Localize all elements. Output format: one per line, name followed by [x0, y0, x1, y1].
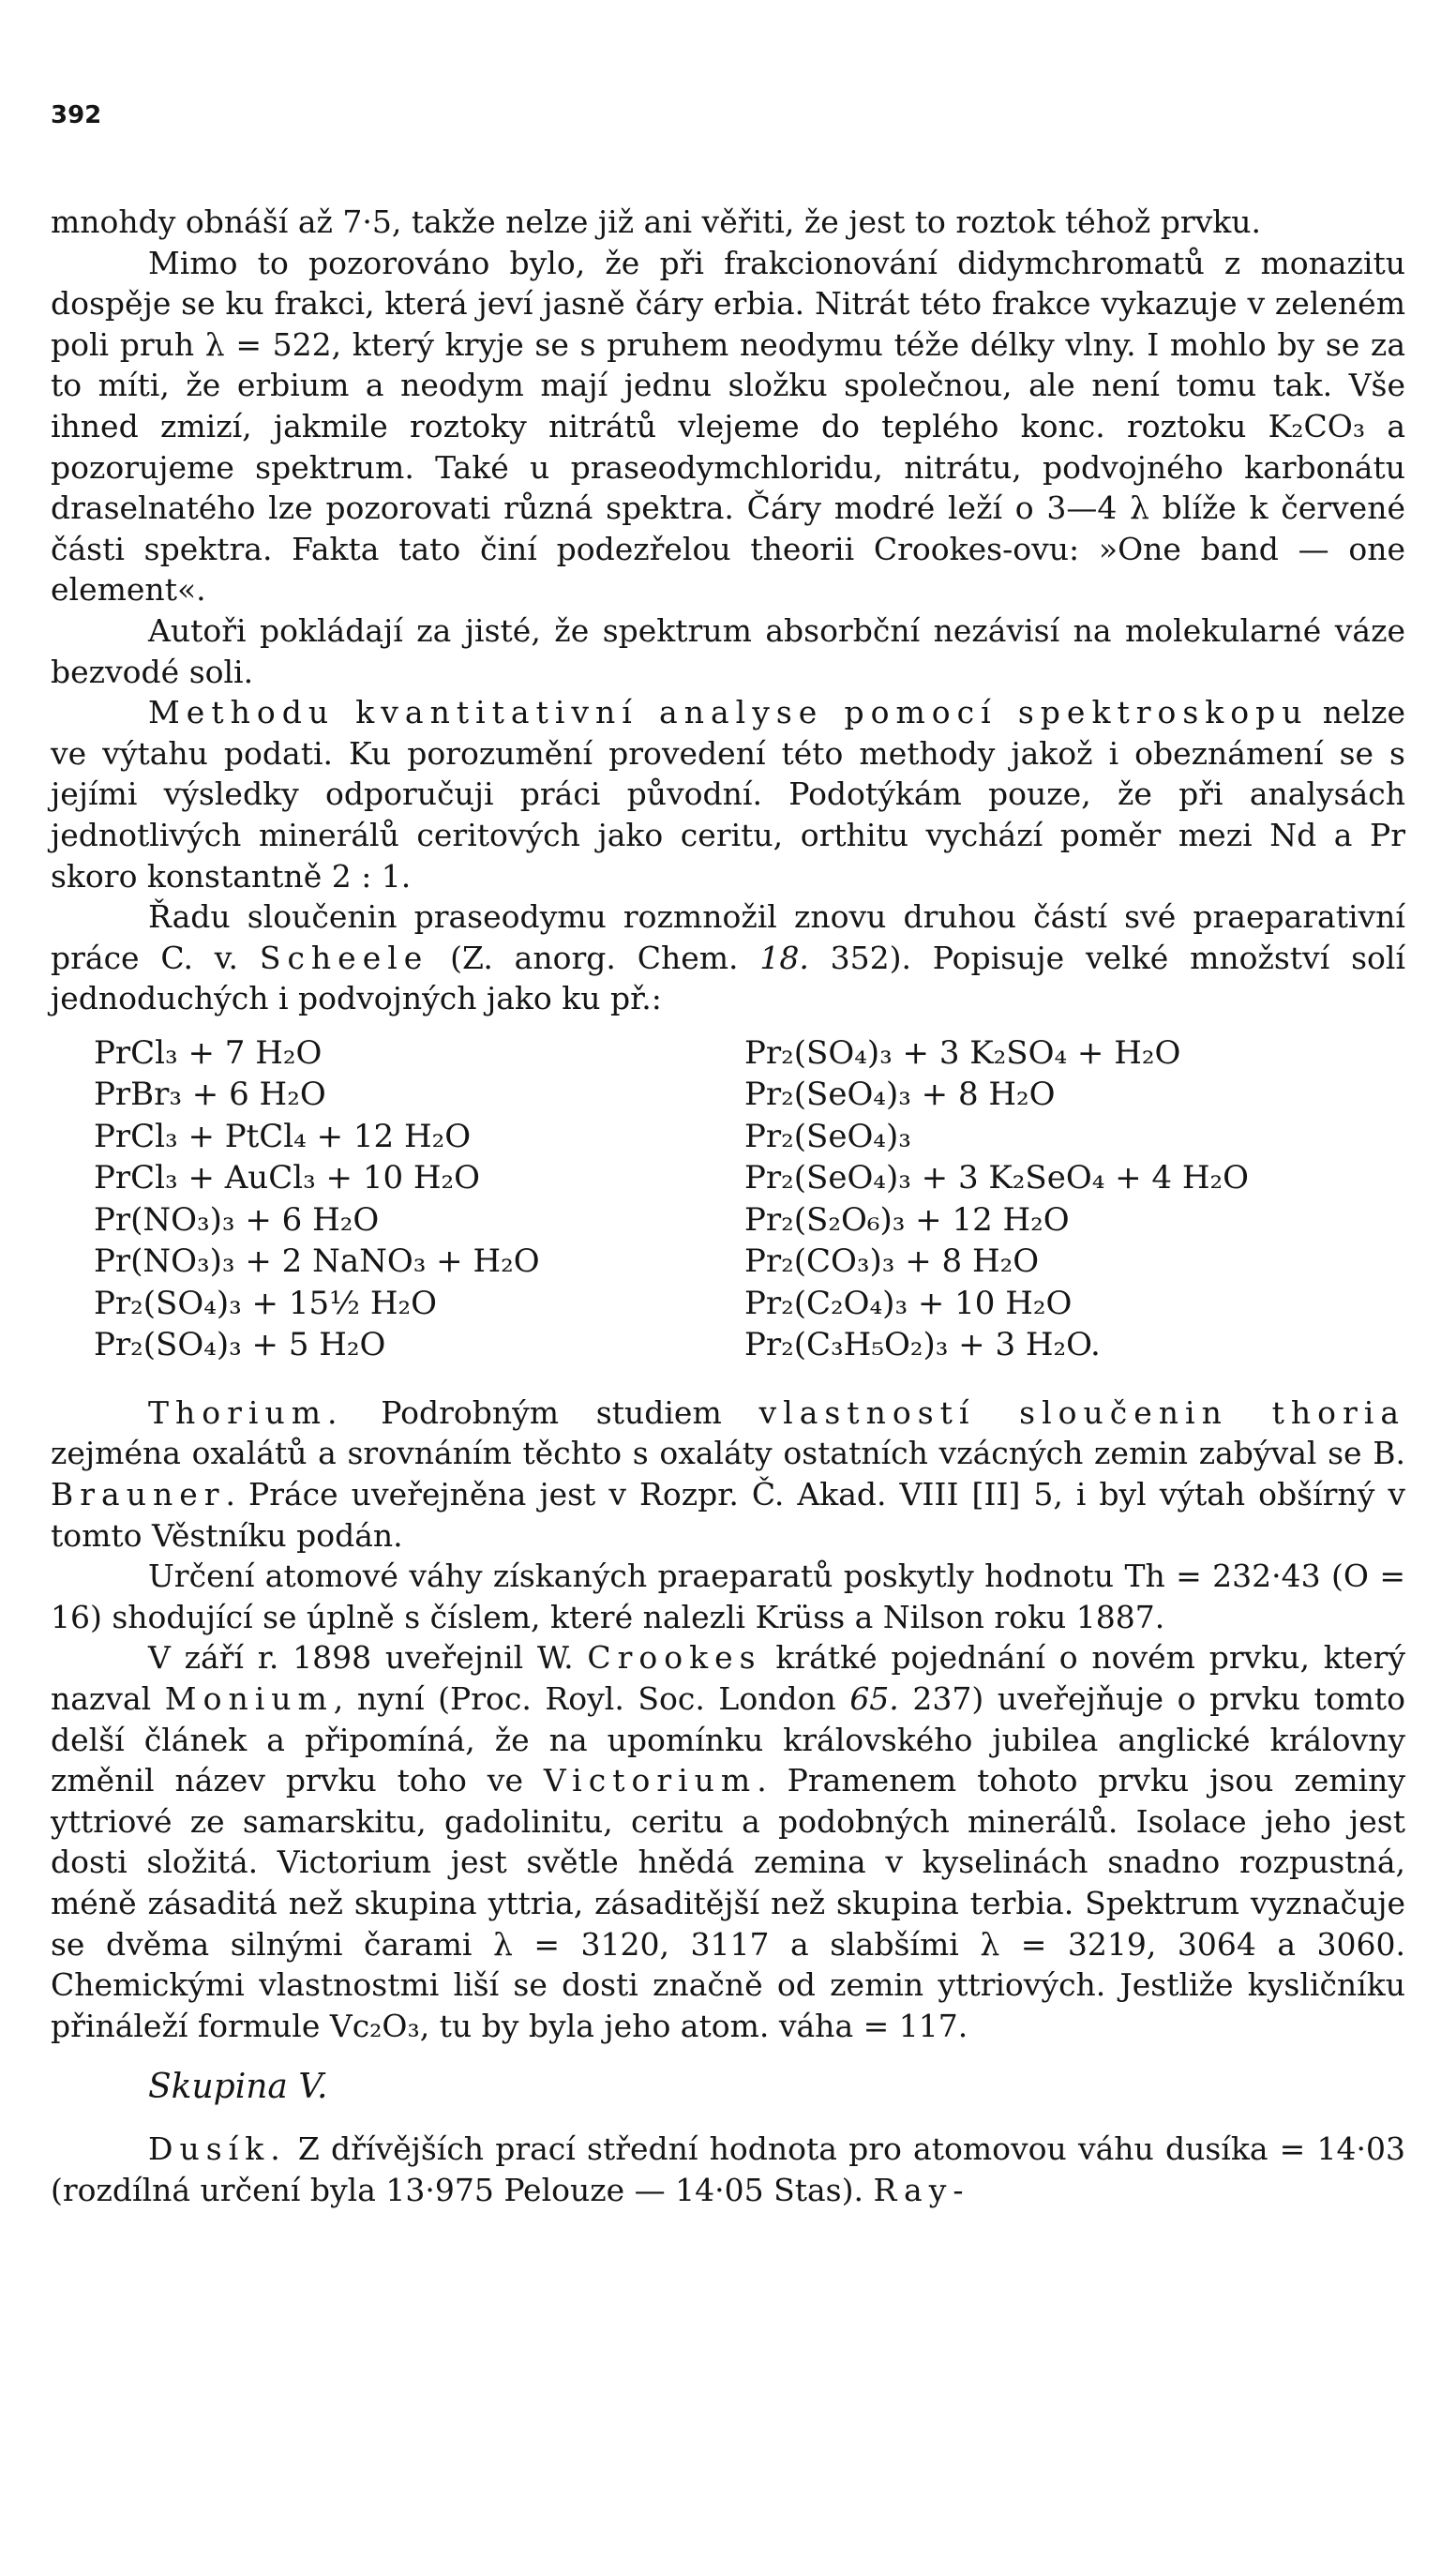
- paragraph-crookes: [51, 1637, 1405, 2046]
- text-body: [51, 202, 1405, 2210]
- paragraph-methodu: [51, 692, 1405, 896]
- text-run: Řadu sloučenin praseodymu rozmnožil znovu druhou částí své praeparativní práce C. v.: [51, 898, 1405, 976]
- volume-number: 18.: [759, 939, 809, 976]
- text-run: 237) uveřejňuje o prvku tomto delší článek a připomíná, že na upomínku královského jubilea anglické královny změnil název prvku toho ve: [51, 1680, 1406, 1799]
- formula: Pr₂(SeO₄)₃ + 3 K₂SeO₄ + 4 H₂O: [744, 1159, 1250, 1197]
- formula: Pr₂(C₂O₄)₃ + 10 H₂O: [744, 1284, 1073, 1322]
- formula: PrCl₃ + AuCl₃ + 10 H₂O: [94, 1159, 481, 1197]
- text-run: . Práce uveřejněna jest v Rozpr. Č. Akad. VIII [II] 5, i byl výtah obšírný v tomto Věstníku podán.: [51, 1476, 1405, 1554]
- text-run: . Pramenem tohoto prvku jsou zeminy yttriové ze samarskitu, gadolinitu, ceritu a podobných minerálů. Isolace jeho jest dosti složitá. Victorium jest světle hnědá zemina v kyselinách snadno rozpustná, méně zásaditá než skupina yttria, zásaditější než skupina terbia. Spektrum vyznačuje se dvěma silnými čarami λ = 3120, 3117 a slabšími λ = 3219, 3064 a 3060. Chemickými vlastnostmi liší se dosti značně od zemin yttriových. Jestliže kysličníku přináleží formule Vc₂O₃, tu by byla jeho atom. váha = 117.: [51, 1762, 1405, 2044]
- paragraph-radu: [51, 896, 1405, 1019]
- formula: Pr₂(SeO₄)₃ + 8 H₂O: [744, 1076, 1056, 1114]
- author-name: Brauner: [51, 1476, 226, 1513]
- formula-list: [51, 1032, 1405, 1370]
- author-name: Ray-: [873, 2171, 970, 2208]
- formula: PrCl₃ + PtCl₄ + 12 H₂O: [94, 1117, 472, 1155]
- formula: PrBr₃ + 6 H₂O: [94, 1076, 326, 1114]
- paragraph: Určení atomové váhy získaných praeparatů poskytly hodnotu Th = 232·43 (O = 16) shodující se úplně s číslem, které nalezli Krüss a Nilson roku 1887.: [51, 1558, 1405, 1635]
- text-run: zejména oxalátů a srovnáním těchto s oxaláty ostatních vzácných zemin zabýval se B.: [51, 1435, 1405, 1472]
- formula: Pr(NO₃)₃ + 6 H₂O: [94, 1200, 380, 1239]
- text-run: Z dřívějších prací střední hodnota pro atomovou váhu dusíka = 14·03 (rozdílná určení byla 13·975 Pelouze — 14·05 Stas).: [51, 2130, 1405, 2208]
- formula: Pr₂(CO₃)₃ + 8 H₂O: [744, 1242, 1040, 1281]
- element-heading: Thorium.: [148, 1393, 344, 1431]
- text-run: Podrobným studiem: [343, 1393, 759, 1431]
- author-name: Crookes: [587, 1639, 762, 1677]
- formula: Pr₂(C₃H₅O₂)₃ + 3 H₂O.: [744, 1326, 1101, 1364]
- spaced-emphasis: vlastností sloučenin thoria: [758, 1393, 1405, 1431]
- paragraph-dusik: [51, 2129, 1405, 2210]
- formula: PrCl₃ + 7 H₂O: [94, 1033, 323, 1072]
- element-heading: Dusík.: [148, 2130, 287, 2167]
- element-name: Monium: [164, 1680, 334, 1718]
- text-run: V září r. 1898 uveřejnil W.: [148, 1639, 588, 1677]
- formula-column-left: [94, 1032, 540, 1366]
- formula: Pr₂(SeO₄)₃: [744, 1117, 911, 1155]
- formula: Pr₂(SO₄)₃ + 3 K₂SO₄ + H₂O: [744, 1033, 1181, 1072]
- formula: Pr₂(SO₄)₃ + 5 H₂O: [94, 1326, 386, 1364]
- element-name: Victorium: [543, 1762, 758, 1799]
- paragraph-thorium: [51, 1392, 1405, 1556]
- volume-number: 65.: [849, 1680, 899, 1718]
- text-run: , nyní (Proc. Royl. Soc. London: [333, 1680, 850, 1718]
- paragraph: Mimo to pozorováno bylo, že při frakcionování didymchromatů z monazitu dospěje se ku frakci, která jeví jasně čáry erbia. Nitrát této frakce vykazuje v zeleném poli pruh λ = 522, který kryje se s pruhem neodymu téže délky vlny. I mohlo by se za to míti, že erbium a neodym mají jednu složku společnou, ale není tomu tak. Vše ihned zmizí, jakmile roztoky nitrátů vlejeme do teplého konc. roztoku K₂CO₃ a pozorujeme spektrum. Také u praseodymchloridu, nitrátu, podvojného karbonátu draselnatého lze pozorovati různá spektra. Čáry modré leží o 3—4 λ blíže k červené části spektra. Fakta tato činí podezřelou theorii Crookes-ovu: »One band — one element«.: [51, 244, 1405, 609]
- text-run: nelze ve výtahu podati. Ku porozumění provedení této methody jakož i obeznámení se s jejími výsledky odporučuji práci původní. Podotýkám pouze, že při analysách jednotlivých minerálů ceritových jako ceritu, orthitu vychází poměr mezi Nd a Pr skoro konstantně 2 : 1.: [51, 694, 1405, 895]
- section-heading: Skupina V.: [148, 2068, 328, 2107]
- paragraph: mnohdy obnáší až 7·5, takže nelze již ani věřiti, že jest to roztok téhož prvku.: [51, 203, 1262, 240]
- formula: Pr₂(S₂O₆)₃ + 12 H₂O: [744, 1200, 1070, 1239]
- formula-column-right: [744, 1032, 1249, 1366]
- text-run: krátké pojednání o novém prvku, který nazval: [51, 1639, 1405, 1718]
- paragraph: Autoři pokládají za jisté, že spektrum absorbční nezávisí na molekularné váze bezvodé soli.: [51, 611, 1405, 690]
- page-number: 392: [51, 101, 102, 129]
- formula: Pr₂(SO₄)₃ + 15½ H₂O: [94, 1284, 437, 1322]
- author-name: Scheele: [259, 939, 429, 976]
- spaced-emphasis: Methodu kvantitativní analyse pomocí spektroskopu: [148, 694, 1309, 731]
- text-run: 352). Popisuje velké množství solí jednoduchých i podvojných jako ku př.:: [51, 939, 1405, 1017]
- text-run: (Z. anorg. Chem.: [428, 939, 760, 976]
- formula: Pr(NO₃)₃ + 2 NaNO₃ + H₂O: [94, 1242, 540, 1281]
